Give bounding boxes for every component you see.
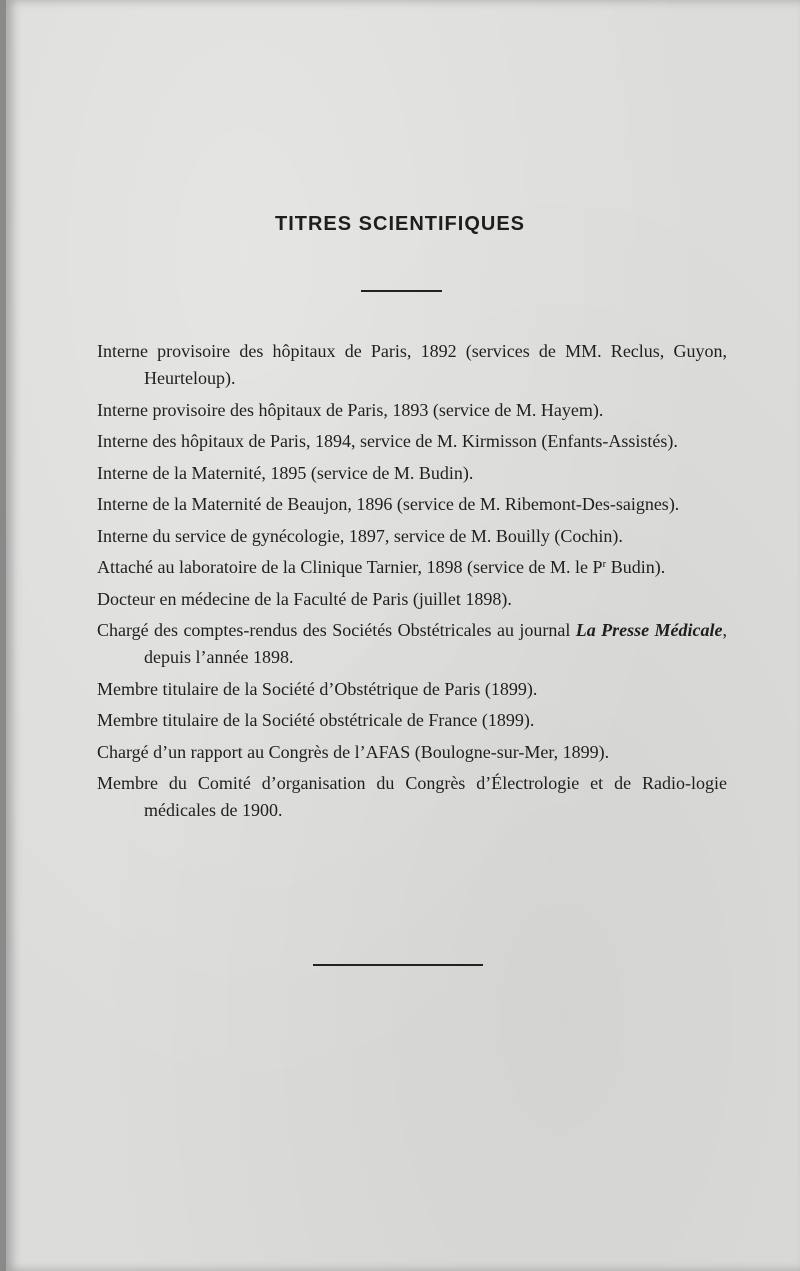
list-item	[97, 707, 727, 734]
closing-rule	[313, 964, 483, 966]
titles-list	[97, 338, 727, 829]
entry-text: Interne provisoire des hôpitaux de Paris, 1892 (services de	[97, 341, 566, 361]
entry-text: Membre du Comité d’organisation du Congrès d’Électrologie et de Radio-logie médicales de 1900.	[97, 773, 727, 820]
entry-text: Membre titulaire de la Société obstétricale de France (1899).	[97, 710, 535, 730]
entry-text: M. Hayem	[515, 399, 593, 420]
entry-text: Budin).	[606, 557, 666, 577]
list-item	[97, 739, 727, 766]
list-item	[97, 460, 727, 487]
list-item	[97, 617, 727, 671]
entry-text: Chargé des comptes-rendus des Sociétés Obstétricales au journal	[97, 620, 576, 640]
entry-text: , depuis l’année 1898.	[144, 620, 727, 667]
entry-text: Docteur en médecine de la Faculté de Paris (juillet 1898).	[97, 588, 512, 609]
list-item	[97, 554, 727, 581]
title-rule	[361, 290, 442, 292]
entry-text: Chargé d’un rapport au Congrès de l’AFAS (Boulogne-sur-Mer, 1899).	[97, 741, 610, 762]
page-title: TITRES SCIENTIFIQUES	[274, 213, 526, 235]
list-item	[97, 338, 727, 392]
entry-text: MM. Reclus,	[565, 341, 665, 361]
entry-text: ).	[667, 431, 678, 451]
entry-text: Interne provisoire des hôpitaux de Paris, 1893 (service de	[97, 399, 516, 420]
list-item	[97, 491, 727, 518]
list-item	[97, 676, 727, 703]
entry-text: Membre titulaire de la Société d’Obstétrique de Paris (1899).	[97, 678, 538, 699]
entry-text: Interne des hôpitaux de Paris, 1894, service de M. Kirmisson (Enfants-	[97, 431, 609, 451]
entry-text: Interne de la Maternité de Beaujon, 1896 (service de M. Ribemont-Des-saignes).	[97, 494, 680, 514]
list-item	[97, 586, 727, 613]
journal-title: La Presse Médicale	[575, 620, 723, 640]
entry-text: Assistés	[608, 431, 668, 451]
superscript: r	[602, 558, 607, 570]
entry-text: ).	[592, 399, 604, 420]
entry-text: Interne du service de gynécologie, 1897, service de M. Bouilly (Cochin).	[97, 525, 623, 546]
list-item	[97, 428, 727, 455]
entry-text: Interne de la Maternité, 1895 (service de M. Budin).	[97, 462, 474, 483]
list-item	[97, 770, 727, 824]
entry-text: Guyon, Heurteloup).	[144, 341, 728, 388]
entry-text: Attaché au laboratoire de la Clinique Tarnier, 1898 (service de M. le P	[97, 557, 603, 577]
list-item	[97, 397, 727, 424]
list-item	[97, 523, 727, 550]
